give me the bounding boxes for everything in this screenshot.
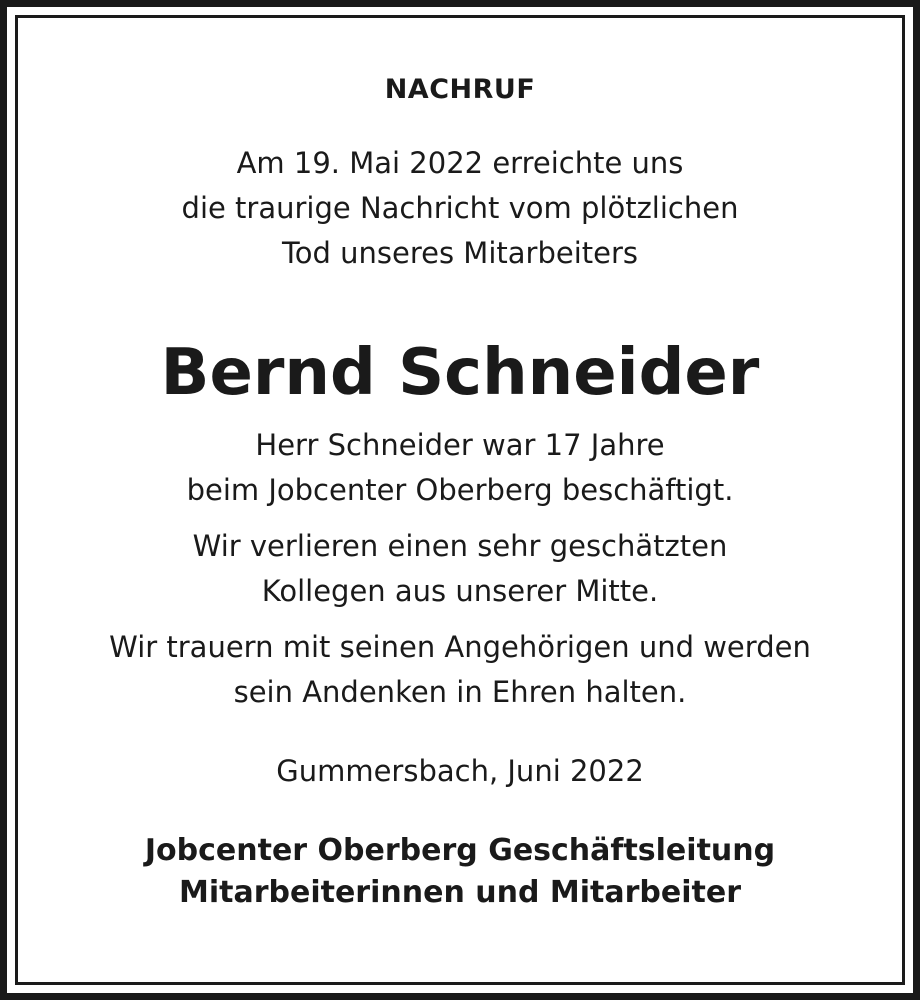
place-date-text: Gummersbach, Juni 2022 [276,754,644,788]
paragraph-line: beim Jobcenter Oberberg beschäftigt. [186,473,734,507]
signature-line: Jobcenter Oberberg Geschäftsleitung [144,833,776,868]
paragraph-line: Wir verlieren einen sehr geschätzten [192,529,728,563]
paragraph-line: sein Andenken in Ehren halten. [233,675,687,709]
paragraph-line: Kollegen aus unserer Mitte. [261,574,659,608]
intro-text [18,141,902,276]
intro-line: die traurige Nachricht vom plötzlichen [181,191,739,225]
signature [18,830,902,914]
mourning-paragraph [18,625,902,715]
intro-line: Am 19. Mai 2022 erreichte uns [236,146,684,180]
paragraph-line: Herr Schneider war 17 Jahre [255,428,665,462]
place-date [18,749,902,794]
intro-line: Tod unseres Mitarbeiters [281,236,638,270]
deceased-name: Bernd Schneider [160,336,760,410]
employment-paragraph [18,423,902,513]
loss-paragraph [18,524,902,614]
signature-line: Mitarbeiterinnen und Mitarbeiter [179,875,741,910]
paragraph-line: Wir trauern mit seinen Angehörigen und werden [109,630,811,664]
notice-heading: NACHRUF [384,74,536,105]
